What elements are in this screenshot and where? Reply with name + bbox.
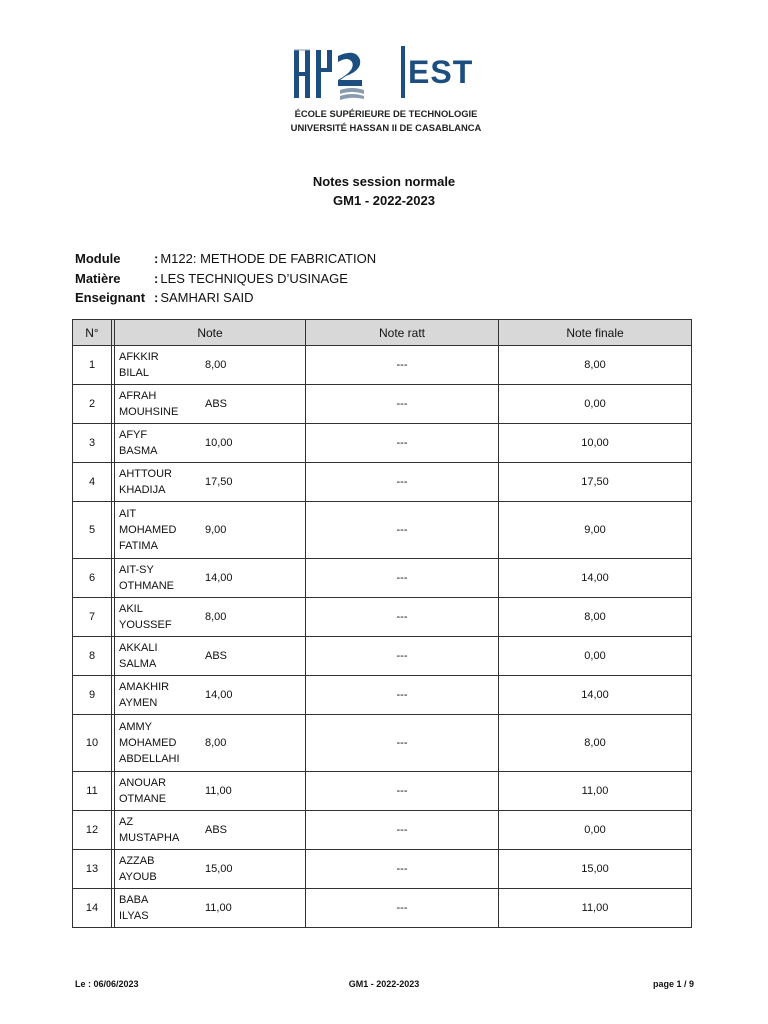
- note-cell: [195, 772, 306, 811]
- student-name-line: ILYAS: [119, 910, 149, 922]
- table-row: [73, 559, 692, 598]
- table-row: [73, 715, 692, 772]
- enseignant-row: [75, 288, 376, 308]
- student-name-line: AHTTOUR: [119, 468, 172, 480]
- note-cell: [195, 811, 306, 850]
- row-number: 10: [73, 715, 112, 772]
- student-name-line: KHADIJA: [119, 484, 166, 496]
- module-value: M122: METHODE DE FABRICATION: [160, 251, 377, 267]
- header-note-finale: Note finale: [499, 320, 692, 346]
- note-ratt-value: ---: [306, 889, 499, 928]
- note-value: 9,00: [205, 524, 227, 536]
- note-ratt-value: ---: [306, 346, 499, 385]
- note-cell: [195, 346, 306, 385]
- grades-table: [72, 319, 692, 928]
- student-name-line: BABA: [119, 894, 149, 906]
- university-name: UNIVERSITÉ HASSAN II DE CASABLANCA: [290, 122, 482, 133]
- row-number: 7: [73, 598, 112, 637]
- note-finale-value: 9,00: [499, 502, 692, 559]
- note-ratt-value: ---: [306, 385, 499, 424]
- table-row: [73, 346, 692, 385]
- school-name: ÉCOLE SUPÉRIEURE DE TECHNOLOGIE: [294, 108, 478, 119]
- student-name-line: SALMA: [119, 658, 157, 670]
- student-name-line: BILAL: [119, 367, 149, 379]
- note-ratt-value: ---: [306, 559, 499, 598]
- row-number: 12: [73, 811, 112, 850]
- header-note: Note: [115, 320, 306, 346]
- note-value: ABS: [205, 398, 228, 410]
- row-number: 3: [73, 424, 112, 463]
- note-ratt-value: ---: [306, 676, 499, 715]
- student-name: [115, 772, 196, 811]
- student-name-line: MOUHSINE: [119, 406, 179, 418]
- table-row: [73, 889, 692, 928]
- course-info: [75, 249, 376, 308]
- note-ratt-value: ---: [306, 811, 499, 850]
- module-label: Module: [75, 251, 121, 267]
- row-number: 8: [73, 637, 112, 676]
- table-header-row: [73, 320, 692, 346]
- row-number: 2: [73, 385, 112, 424]
- matiere-row: [75, 269, 376, 289]
- logo-divider: [401, 46, 405, 98]
- note-finale-value: 11,00: [499, 889, 692, 928]
- note-finale-value: 0,00: [499, 637, 692, 676]
- student-name: [115, 502, 196, 559]
- student-name-line: AFYF: [119, 429, 148, 441]
- table-row: [73, 850, 692, 889]
- note-cell: [195, 502, 306, 559]
- student-name-line: AIT-SY: [119, 564, 154, 576]
- note-cell: [195, 676, 306, 715]
- student-name-line: MOHAMED: [119, 524, 177, 536]
- note-cell: [195, 637, 306, 676]
- student-name-line: MOHAMED: [119, 737, 177, 749]
- footer-page-number: page 1 / 9: [652, 979, 694, 989]
- student-name: [115, 889, 196, 928]
- note-ratt-value: ---: [306, 850, 499, 889]
- student-name-line: ABDELLAHI: [119, 753, 180, 765]
- table-row: [73, 811, 692, 850]
- note-finale-value: 11,00: [499, 772, 692, 811]
- student-name-line: AFKKIR: [119, 351, 159, 363]
- student-name-line: AMMY: [119, 721, 152, 733]
- note-value: 14,00: [205, 689, 233, 701]
- student-name: [115, 850, 196, 889]
- enseignant-separator: :: [154, 290, 159, 306]
- note-finale-value: 10,00: [499, 424, 692, 463]
- student-name-line: FATIMA: [119, 540, 158, 552]
- student-name-line: BASMA: [119, 445, 158, 457]
- student-name: [115, 424, 196, 463]
- table-row: [73, 385, 692, 424]
- note-finale-value: 15,00: [499, 850, 692, 889]
- note-ratt-value: ---: [306, 772, 499, 811]
- row-number: 4: [73, 463, 112, 502]
- table-row: [73, 502, 692, 559]
- note-ratt-value: ---: [306, 502, 499, 559]
- student-name-line: ANOUAR: [119, 777, 167, 789]
- student-name-line: OTMANE: [119, 793, 167, 805]
- note-value: 8,00: [205, 611, 227, 623]
- student-name-line: AKIL: [119, 603, 143, 615]
- note-ratt-value: ---: [306, 424, 499, 463]
- header-note-ratt: Note ratt: [306, 320, 499, 346]
- note-finale-value: 0,00: [499, 811, 692, 850]
- note-cell: [195, 850, 306, 889]
- row-number: 13: [73, 850, 112, 889]
- school-logo: [288, 44, 488, 136]
- note-value: 10,00: [205, 437, 233, 449]
- note-ratt-value: ---: [306, 463, 499, 502]
- note-finale-value: 0,00: [499, 385, 692, 424]
- note-ratt-value: ---: [306, 598, 499, 637]
- table-row: [73, 424, 692, 463]
- note-finale-value: 8,00: [499, 598, 692, 637]
- note-value: 15,00: [205, 863, 233, 875]
- note-ratt-value: ---: [306, 637, 499, 676]
- note-value: 8,00: [205, 359, 227, 371]
- student-name: [115, 385, 196, 424]
- note-cell: [195, 598, 306, 637]
- header-num: N°: [73, 320, 112, 346]
- enseignant-value: SAMHARI SAID: [160, 290, 254, 306]
- note-finale-value: 14,00: [499, 559, 692, 598]
- row-number: 11: [73, 772, 112, 811]
- table-row: [73, 598, 692, 637]
- note-finale-value: 8,00: [499, 346, 692, 385]
- row-number: 6: [73, 559, 112, 598]
- table-row: [73, 676, 692, 715]
- row-number: 1: [73, 346, 112, 385]
- student-name: [115, 715, 196, 772]
- note-cell: [195, 889, 306, 928]
- student-name-line: AZZAB: [119, 855, 155, 867]
- row-number: 9: [73, 676, 112, 715]
- matiere-separator: :: [154, 270, 159, 286]
- note-value: 11,00: [205, 902, 232, 914]
- table-row: [73, 463, 692, 502]
- module-row: [75, 249, 376, 269]
- note-value: 11,00: [205, 785, 232, 797]
- note-finale-value: 17,50: [499, 463, 692, 502]
- student-name-line: MUSTAPHA: [119, 832, 180, 844]
- note-cell: [195, 463, 306, 502]
- note-finale-value: 14,00: [499, 676, 692, 715]
- footer-date: Le : 06/06/2023: [75, 979, 139, 989]
- row-number: 14: [73, 889, 112, 928]
- enseignant-label: Enseignant: [75, 290, 146, 306]
- note-value: 8,00: [205, 737, 227, 749]
- document-subtitle: GM1 - 2022-2023: [333, 193, 435, 208]
- note-cell: [195, 715, 306, 772]
- student-name: [115, 811, 196, 850]
- student-name-line: AFRAH: [119, 390, 157, 402]
- logo-acronym: EST: [408, 54, 474, 90]
- note-cell: [195, 424, 306, 463]
- student-name-line: AZ: [119, 816, 134, 828]
- student-name: [115, 598, 196, 637]
- student-name-line: AKKALI: [119, 642, 158, 654]
- note-finale-value: 8,00: [499, 715, 692, 772]
- note-value: 17,50: [205, 476, 233, 488]
- document-title: Notes session normale: [312, 174, 456, 189]
- module-separator: :: [154, 251, 159, 267]
- student-name-line: AYMEN: [119, 697, 158, 709]
- student-name: [115, 346, 196, 385]
- note-value: ABS: [205, 650, 228, 662]
- student-name: [115, 559, 196, 598]
- note-cell: [195, 385, 306, 424]
- footer-class: GM1 - 2022-2023: [348, 979, 420, 989]
- table-row: [73, 772, 692, 811]
- row-number: 5: [73, 502, 112, 559]
- note-ratt-value: ---: [306, 715, 499, 772]
- table-row: [73, 637, 692, 676]
- student-name: [115, 463, 196, 502]
- student-name-line: AMAKHIR: [119, 681, 170, 693]
- note-cell: [195, 559, 306, 598]
- matiere-label: Matière: [75, 270, 121, 286]
- student-name: [115, 637, 196, 676]
- uh2c-logo-mark-icon: [290, 46, 370, 102]
- note-value: ABS: [205, 824, 228, 836]
- matiere-value: LES TECHNIQUES D’USINAGE: [160, 270, 348, 286]
- student-name-line: AIT: [119, 508, 137, 520]
- note-value: 14,00: [205, 572, 233, 584]
- student-name: [115, 676, 196, 715]
- student-name-line: OTHMANE: [119, 580, 174, 592]
- student-name-line: AYOUB: [119, 871, 157, 883]
- student-name-line: YOUSSEF: [119, 619, 172, 631]
